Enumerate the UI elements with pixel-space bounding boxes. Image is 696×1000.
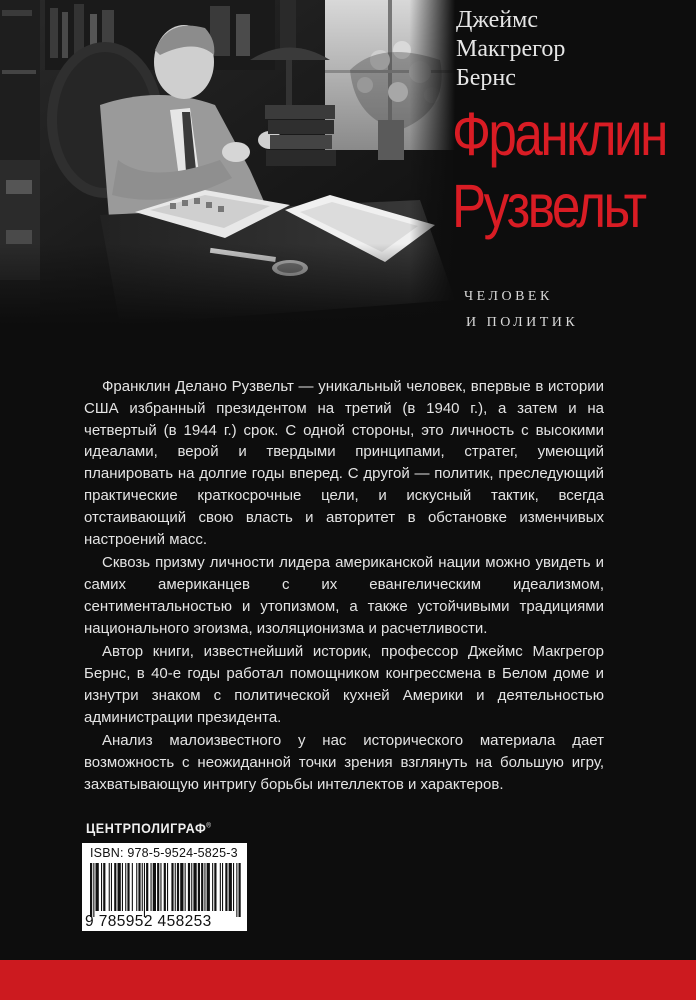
portrait-photo — [0, 0, 455, 325]
barcode-bar — [132, 863, 133, 911]
barcode-bar — [127, 863, 129, 911]
title-line: Рузвельт — [452, 172, 645, 240]
barcode-bar — [103, 863, 105, 911]
barcode-bar — [157, 863, 159, 911]
barcode-bar — [96, 863, 99, 911]
barcode-bar — [109, 863, 110, 911]
annotation-paragraph: Франклин Делано Рузвельт — уникальный человек, впервые в истории США избранный президентом на третий (в 1940 г.), а затем и на четвертый (в 1944 г.) срок. С одной стороны, это личность с высокими идеалами, верой и твердыми принципами, стратег, умеющий планировать на долгие годы вперед. С другой — политик, преследующий практические краткосрочные цели, и искусный тактик, всегда отстаивающий свою власть и авторитет в обстановке изменчивых настроений масс. — [84, 378, 604, 548]
barcode-bar — [177, 863, 179, 911]
ean-digits: 9 785952 458253 — [85, 913, 212, 930]
annotation-paragraph: Сквозь призму личности лидера американской нации можно увидеть и самих американцев с их евангелическим идеализмом, сентиментальностью и утопизмом, а также устойчивыми традициями национального эгоизма, изоляционизма и расчетливости. — [84, 554, 604, 637]
barcode-bar — [136, 863, 137, 911]
barcode-bar — [167, 863, 168, 911]
book-subtitle — [464, 284, 578, 336]
isbn-text: ISBN: 978-5-9524-5825-3 — [90, 846, 238, 860]
barcode-bar — [160, 863, 161, 911]
barcode-bar — [207, 863, 210, 911]
author-line: Бернс — [456, 65, 516, 91]
barcode-bar — [225, 863, 227, 911]
barcode-bar — [175, 863, 176, 911]
book-title — [452, 98, 666, 242]
barcode-label — [82, 843, 247, 931]
barcode-bar — [122, 863, 123, 911]
barcode-bar — [214, 863, 216, 911]
barcode-bar — [198, 863, 200, 911]
barcode-bar — [93, 863, 94, 917]
barcode-bar — [233, 863, 234, 911]
barcode-bar — [125, 863, 126, 911]
barcode-bar — [114, 863, 116, 911]
portrait-photo-illustration — [0, 0, 455, 325]
barcode-bar — [164, 863, 166, 911]
barcode-bar — [138, 863, 140, 911]
subtitle-line: ЧЕЛОВЕК — [464, 289, 553, 304]
barcode-bar — [201, 863, 203, 911]
publisher-name: ЦЕНТРПОЛИГРАФ — [86, 820, 207, 836]
barcode-bar — [171, 863, 173, 911]
barcode-bar — [191, 863, 192, 911]
author-name — [456, 6, 686, 93]
title-line: Франклин — [452, 100, 666, 168]
barcode-bar — [180, 863, 183, 911]
barcode-bar — [142, 863, 143, 911]
publisher-logo — [86, 820, 211, 836]
barcode-bar — [220, 863, 221, 911]
barcode-bar — [101, 863, 102, 911]
annotation-paragraph: Автор книги, известнейший историк, профессор Джеймс Макгрегор Бернс, в 40-е годы работал помощником конгрессмена в Белом доме и изнутри знаком с политической кухней Америки и деятельностью администрации президента. — [84, 643, 604, 726]
barcode-bar — [153, 863, 156, 911]
subtitle-line: И ПОЛИТИК — [466, 315, 579, 330]
barcode-bar — [118, 863, 121, 911]
barcode-bar — [239, 863, 241, 917]
barcode-bar — [236, 863, 237, 917]
barcode-bar — [222, 863, 223, 911]
barcode-bar — [90, 863, 92, 917]
barcode-bar — [146, 863, 148, 911]
barcode-bar — [229, 863, 232, 911]
red-bottom-band — [0, 960, 696, 1000]
registered-mark: ® — [206, 822, 212, 830]
author-line: Макгрегор — [456, 36, 566, 62]
annotation-paragraph: Анализ малоизвестного у нас исторического материала дает возможность с неожиданной точки зрения взглянуть на большую игру, захватывающую интригу борьбы интеллектов и характеров. — [84, 732, 604, 793]
barcode-bar — [144, 863, 145, 917]
barcode-bar — [204, 863, 205, 911]
barcode-bar — [185, 863, 186, 911]
barcode-bar — [193, 863, 196, 911]
barcode-bar — [188, 863, 190, 911]
barcode-bars — [88, 863, 242, 917]
barcode-bar — [111, 863, 112, 911]
author-line: Джеймс — [456, 7, 538, 33]
barcode-bar — [151, 863, 152, 911]
annotation-text — [84, 376, 604, 797]
barcode-bar — [212, 863, 213, 911]
